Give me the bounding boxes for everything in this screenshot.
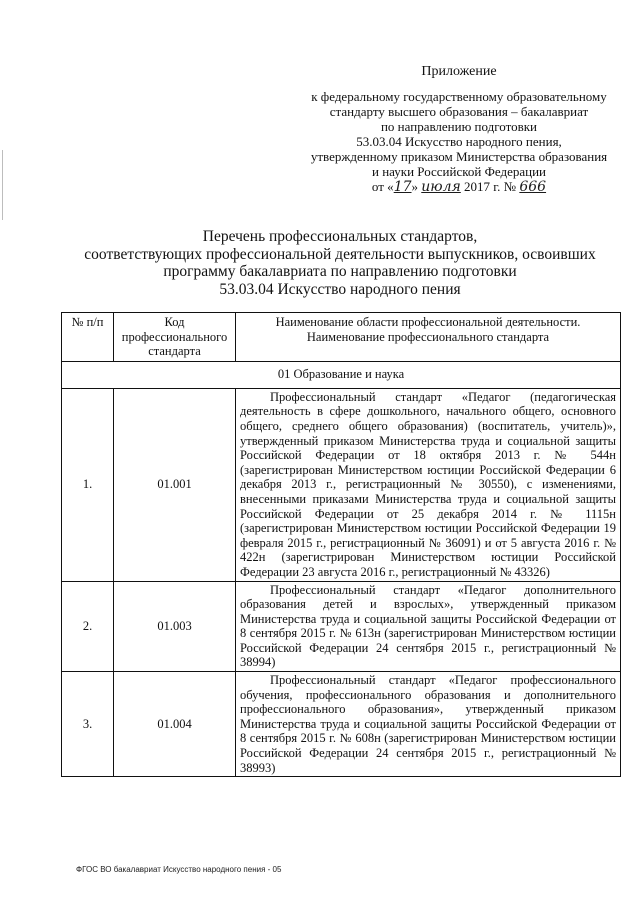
table-row [62, 672, 621, 777]
order-number-handwritten: 666 [519, 179, 547, 195]
row-text: Профессиональный стандарт «Педагог профессионального обучения, профессионального образования и дополнительного профессионального образования», утвержденный приказом Министерства труда и социальной защиты Российской Федерации от 8 сентября 2015 г. № 608н (зарегистрирован Министерством юстиции Российской Федерации 24 сентября 2015 г., регистрационный № 38993) [236, 672, 621, 777]
page-footer: ФГОС ВО бакалавриат Искусство народного пения - 05 [76, 865, 282, 874]
table-header-row [62, 313, 621, 362]
order-date-line [300, 179, 618, 195]
appendix-line: к федеральному государственному образовательному [311, 89, 607, 104]
document-heading [60, 228, 620, 298]
row-num: 1. [62, 388, 114, 581]
appendix-title: Приложение [421, 64, 497, 79]
order-prefix: от « [371, 179, 394, 194]
appendix-line: стандарту высшего образования – бакалавриат [329, 104, 589, 119]
heading-line: программу бакалавриата по направлению подготовки [163, 263, 517, 280]
header-num: № п/п [62, 313, 114, 362]
order-month-handwritten: июля [421, 179, 461, 195]
header-name: Наименование области профессиональной деятельности. Наименование профессионального стандарта [236, 313, 621, 362]
appendix-line: 53.03.04 Искусство народного пения, [356, 134, 562, 149]
row-code: 01.001 [114, 388, 236, 581]
row-num: 3. [62, 672, 114, 777]
table-row [62, 388, 621, 581]
section-title: 01 Образование и наука [62, 361, 621, 388]
appendix-line: утвержденному приказом Министерства образования [310, 149, 608, 164]
standards-table [61, 312, 621, 777]
row-num: 2. [62, 581, 114, 672]
section-row [62, 361, 621, 388]
order-day-handwritten: 17 [393, 179, 412, 195]
row-text: Профессиональный стандарт «Педагог (педагогическая деятельность в сфере дошкольного, начального общего, основного общего, среднего общего образования) (воспитатель, учитель)», утвержденный приказом Министерства труда и социальной защиты Российской Федерации от 18 октября 2013 г. № 544н (зарегистрирован Министерством юстиции Российской Федерации 6 декабря 2013 г., регистрационный № 30550), с изменениями, внесенными приказами Министерства труда и социальной защиты Российской Федерации от 25 декабря 2014 г. № 1115н (зарегистрирован Министерством юстиции Российской Федерации 19 февраля 2015 г., регистрационный № 36091) и от 5 августа 2016 г. № 422н (зарегистрирован Министерством юстиции Российской Федерации 23 августа 2016 г., регистрационный № 43326) [236, 388, 621, 581]
heading-line: Перечень профессиональных стандартов, [202, 228, 478, 245]
appendix-block [300, 64, 618, 195]
order-mid: » [411, 179, 419, 194]
row-code: 01.004 [114, 672, 236, 777]
heading-line: соответствующих профессиональной деятельности выпускников, освоивших [84, 245, 596, 263]
appendix-line: и науки Российской Федерации [371, 164, 546, 179]
order-year: 2017 г. № [464, 179, 517, 194]
row-code: 01.003 [114, 581, 236, 672]
appendix-line: по направлению подготовки [380, 119, 538, 134]
table-row [62, 581, 621, 672]
row-text: Профессиональный стандарт «Педагог дополнительного образования детей и взрослых», утвержденный приказом Министерства труда и социальной защиты Российской Федерации от 8 сентября 2015 г. № 613н (зарегистрирован Министерством юстиции Российской Федерации 24 сентября 2015 г., регистрационный № 38994) [236, 581, 621, 672]
scan-edge-mark [2, 150, 3, 220]
heading-line: 53.03.04 Искусство народного пения [219, 280, 461, 298]
header-code: Код профессионального стандарта [114, 313, 236, 362]
